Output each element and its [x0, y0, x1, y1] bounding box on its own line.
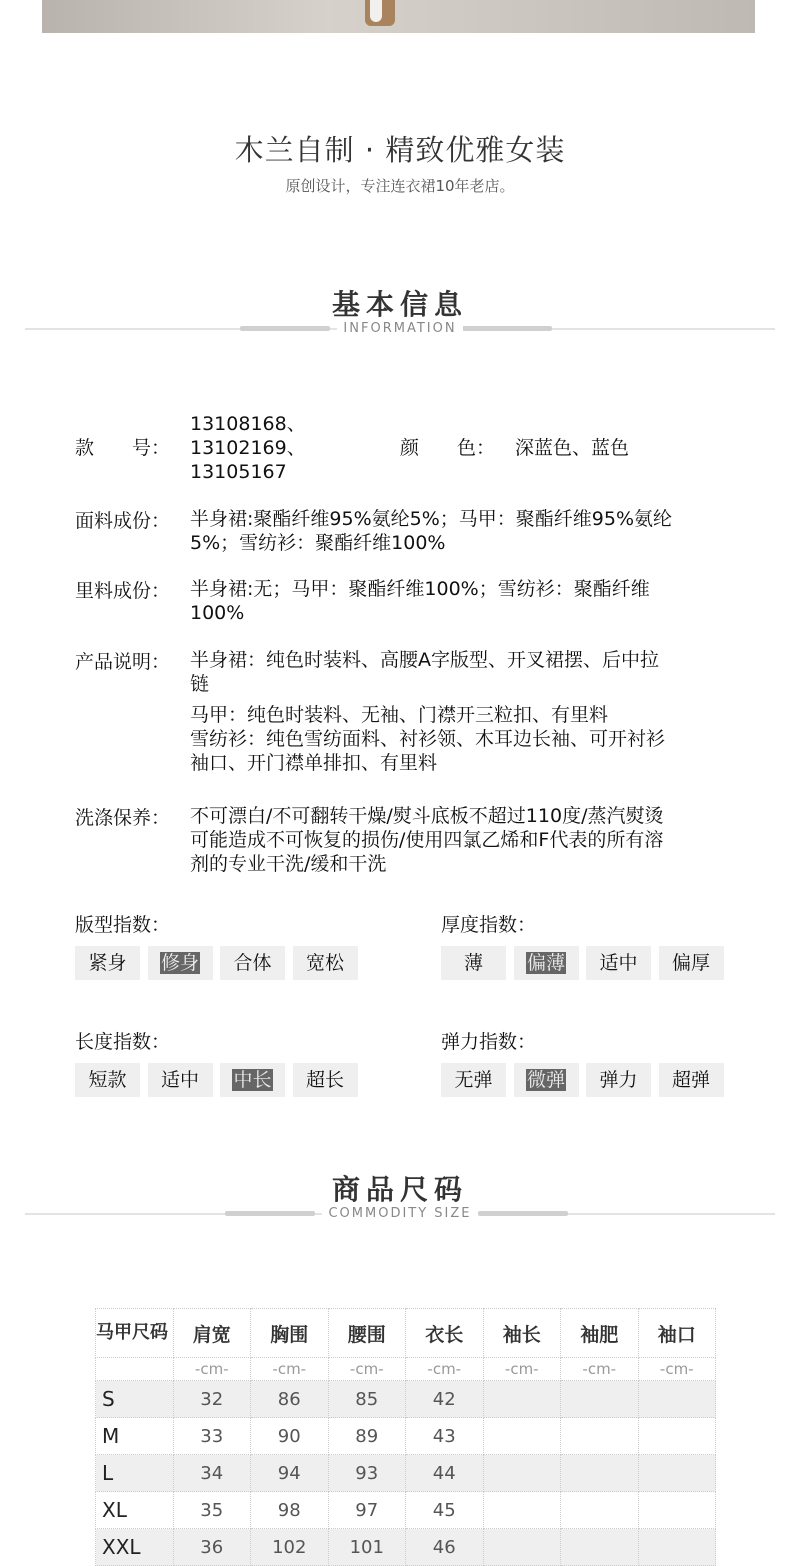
table-cell: 45 — [406, 1492, 484, 1529]
table-cell: 94 — [251, 1455, 329, 1492]
option-label: 中长 — [233, 1069, 272, 1091]
length-option — [75, 1063, 140, 1097]
table-cell — [561, 1529, 639, 1566]
table-cell: 102 — [251, 1529, 329, 1566]
fit-option — [220, 946, 285, 980]
style-no-value: 13108168、 13102169、 13105167 — [190, 413, 306, 483]
style-no-label: 款 号： — [75, 437, 171, 459]
table-cell — [483, 1418, 561, 1455]
option-label: 薄 — [463, 952, 483, 974]
unit-cell: -cm- — [328, 1358, 406, 1381]
table-cell: 101 — [328, 1529, 406, 1566]
elasticity-index-label: 弹力指数： — [441, 1031, 537, 1053]
fit-option — [75, 946, 140, 980]
table-cell: 86 — [251, 1381, 329, 1418]
description-label: 产品说明： — [75, 651, 171, 673]
table-cell — [561, 1381, 639, 1418]
elasticity-option — [659, 1063, 724, 1097]
table-row — [96, 1492, 716, 1529]
unit-cell: -cm- — [251, 1358, 329, 1381]
table-cell: 42 — [406, 1381, 484, 1418]
table-cell: 32 — [173, 1381, 251, 1418]
option-label: 偏薄 — [526, 952, 565, 974]
fit-option — [293, 946, 358, 980]
brand-slogan: 原创设计，专注连衣裙10年老店。 — [285, 177, 515, 195]
unit-cell: -cm- — [173, 1358, 251, 1381]
thickness-option — [659, 946, 724, 980]
thickness-option — [514, 946, 579, 980]
table-cell — [483, 1492, 561, 1529]
table-cell: 93 — [328, 1455, 406, 1492]
column-header: 袖口 — [638, 1309, 716, 1358]
length-option — [220, 1063, 285, 1097]
table-cell: 36 — [173, 1529, 251, 1566]
column-header: 肩宽 — [173, 1309, 251, 1358]
option-label: 适中 — [599, 952, 638, 974]
column-header: 袖长 — [483, 1309, 561, 1358]
color-value: 深蓝色、蓝色 — [515, 437, 630, 459]
table-cell — [483, 1529, 561, 1566]
option-label: 无弹 — [454, 1069, 493, 1091]
info-section-title: 基本信息 — [331, 288, 468, 321]
elasticity-option — [441, 1063, 506, 1097]
option-label: 宽松 — [305, 952, 344, 974]
color-label: 颜 色： — [400, 437, 496, 459]
elasticity-option — [514, 1063, 579, 1097]
length-option — [293, 1063, 358, 1097]
elasticity-option — [586, 1063, 651, 1097]
table-cell — [638, 1418, 716, 1455]
table-cell — [638, 1381, 716, 1418]
option-label: 短款 — [88, 1069, 127, 1091]
table-cell: 89 — [328, 1418, 406, 1455]
table-cell: 34 — [173, 1455, 251, 1492]
option-label: 合体 — [233, 952, 272, 974]
size-table — [95, 1308, 716, 1566]
length-option — [148, 1063, 213, 1097]
fit-option — [148, 946, 213, 980]
table-row — [96, 1529, 716, 1566]
thickness-option — [441, 946, 506, 980]
table-cell: L — [96, 1455, 174, 1492]
table-cell — [638, 1492, 716, 1529]
table-cell — [483, 1381, 561, 1418]
fabric-label: 面料成份： — [75, 510, 171, 532]
shoe-image-detail — [370, 0, 382, 22]
table-cell: XXL — [96, 1529, 174, 1566]
description-value: 半身裙：纯色时装料、高腰A字版型、开叉裙摆、后中拉 链 马甲：纯色时装料、无袖、门襟开三粒扣、有里料 雪纺衫：纯色雪纺面料、衬衫领、木耳边长袖、可开衬衫 袖口、开门襟单排扣、有里料 — [190, 649, 666, 774]
option-label: 修身 — [160, 952, 199, 974]
table-cell — [561, 1492, 639, 1529]
unit-cell: -cm- — [561, 1358, 639, 1381]
thickness-index-label: 厚度指数： — [441, 914, 537, 936]
lining-label: 里料成份： — [75, 580, 171, 602]
care-label: 洗涤保养： — [75, 807, 171, 829]
unit-cell — [96, 1358, 174, 1381]
product-photo — [42, 0, 755, 33]
option-label: 微弹 — [526, 1069, 565, 1091]
table-row — [96, 1418, 716, 1455]
brand-title: 木兰自制 · 精致优雅女装 — [234, 133, 566, 167]
option-label: 超弹 — [671, 1069, 710, 1091]
table-row — [96, 1455, 716, 1492]
table-row — [96, 1381, 716, 1418]
table-cell: 85 — [328, 1381, 406, 1418]
column-header: 胸围 — [251, 1309, 329, 1358]
unit-cell: -cm- — [483, 1358, 561, 1381]
fabric-value: 半身裙:聚酯纤维95%氨纶5%；马甲：聚酯纤维95%氨纶 5%；雪纺衫：聚酯纤维100% — [190, 508, 673, 554]
column-header: 马甲尺码 — [96, 1309, 174, 1358]
table-cell: M — [96, 1418, 174, 1455]
table-cell: 43 — [406, 1418, 484, 1455]
option-label: 弹力 — [599, 1069, 638, 1091]
table-cell — [483, 1455, 561, 1492]
header-row — [96, 1309, 716, 1358]
table-cell: 44 — [406, 1455, 484, 1492]
option-label: 超长 — [305, 1069, 344, 1091]
length-index-label: 长度指数： — [75, 1031, 171, 1053]
size-section-subtitle: COMMODITY SIZE — [0, 1206, 800, 1221]
column-header: 腰围 — [328, 1309, 406, 1358]
table-cell: S — [96, 1381, 174, 1418]
care-value: 不可漂白/不可翻转干燥/熨斗底板不超过110度/蒸汽熨烫 可能造成不可恢复的损伤/使用四氯乙烯和F代表的所有溶 剂的专业干洗/缓和干洗 — [190, 805, 664, 875]
unit-cell: -cm- — [638, 1358, 716, 1381]
table-cell: XL — [96, 1492, 174, 1529]
table-cell — [638, 1455, 716, 1492]
option-label: 偏厚 — [671, 952, 710, 974]
table-cell — [561, 1455, 639, 1492]
table-cell: 97 — [328, 1492, 406, 1529]
table-cell — [561, 1418, 639, 1455]
unit-row — [96, 1358, 716, 1381]
thickness-option — [586, 946, 651, 980]
table-cell: 35 — [173, 1492, 251, 1529]
column-header: 袖肥 — [561, 1309, 639, 1358]
column-header: 衣长 — [406, 1309, 484, 1358]
fit-index-label: 版型指数： — [75, 914, 171, 936]
size-section-title: 商品尺码 — [331, 1173, 468, 1206]
lining-value: 半身裙:无；马甲：聚酯纤维100%；雪纺衫：聚酯纤维 100% — [190, 578, 650, 624]
info-section-subtitle: INFORMATION — [0, 321, 800, 336]
option-label: 紧身 — [88, 952, 127, 974]
option-label: 适中 — [160, 1069, 199, 1091]
unit-cell: -cm- — [406, 1358, 484, 1381]
table-cell: 90 — [251, 1418, 329, 1455]
table-cell — [638, 1529, 716, 1566]
table-cell: 98 — [251, 1492, 329, 1529]
table-cell: 46 — [406, 1529, 484, 1566]
table-cell: 33 — [173, 1418, 251, 1455]
